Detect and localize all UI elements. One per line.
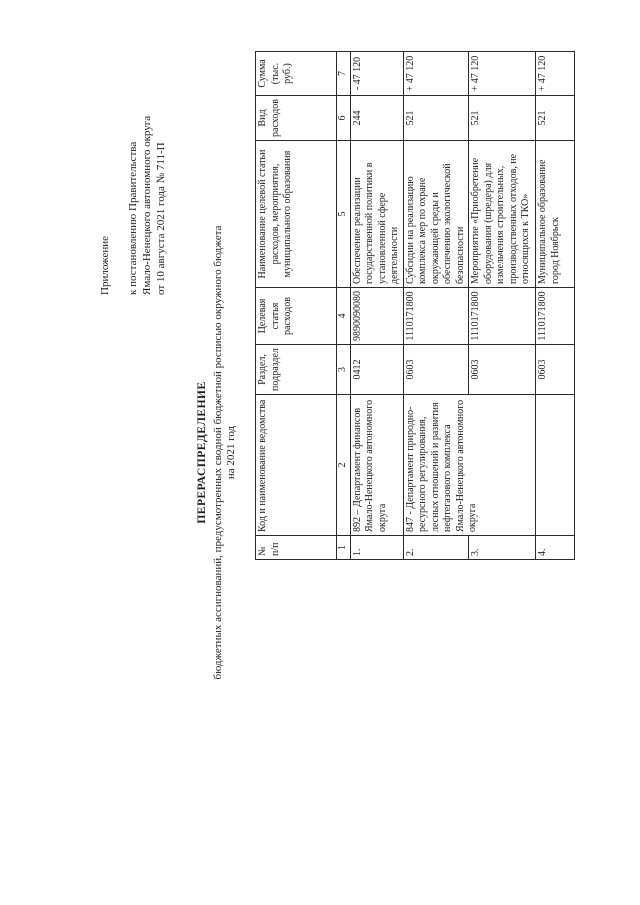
col-number: 6 xyxy=(337,96,351,141)
row-num: 3. xyxy=(469,536,536,560)
row-section: 0412 xyxy=(350,345,403,395)
row-dept: 847 - Департамент природно-ресурсного регулирования, лесных отношений и развития нефтегазового комплекса Ямало-Ненецкого автономного округа xyxy=(403,395,536,536)
row-target: 1110171800 xyxy=(536,288,575,345)
appendix-decree: к постановлению Правительства xyxy=(127,141,139,295)
subtitle-line-2: на 2021 год xyxy=(225,425,237,480)
row-kind: 521 xyxy=(403,96,469,141)
table-row xyxy=(350,52,403,560)
header-kind: Вид расходов xyxy=(256,96,337,141)
col-number: 7 xyxy=(337,52,351,96)
row-sum: + 47 120 xyxy=(536,52,575,96)
appendix-region: Ямало-Ненецкого автономного округа xyxy=(141,115,153,295)
header-sum: Сумма (тыс. руб.) xyxy=(256,52,337,96)
row-name: Обеспечение реализации государственной политики в установленной сфере деятельности xyxy=(350,141,403,288)
row-dept xyxy=(536,395,575,536)
col-number: 3 xyxy=(337,345,351,395)
appendix-block xyxy=(98,105,168,295)
col-number: 5 xyxy=(337,141,351,288)
header-section: Раздел, подраздел xyxy=(256,345,337,395)
row-num: 1. xyxy=(350,536,403,560)
row-dept: 892 – Департамент финансов Ямало-Ненецкого автономного округа xyxy=(350,395,403,536)
document-title: ПЕРЕРАСПРЕДЕЛЕНИЕ xyxy=(196,381,208,524)
row-sum: + 47 120 xyxy=(469,52,536,96)
column-number-row xyxy=(337,52,351,560)
subtitle-line-1: бюджетных ассигнований, предусмотренных сводной бюджетной росписью окружного бюджета xyxy=(212,225,224,680)
document-subtitle xyxy=(212,0,238,905)
row-section: 0603 xyxy=(403,345,469,395)
row-target: 9890090080 xyxy=(350,288,403,345)
row-kind: 521 xyxy=(536,96,575,141)
row-sum: + 47 120 xyxy=(403,52,469,96)
header-target: Целевая статья расходов xyxy=(256,288,337,345)
row-sum: - 47 120 xyxy=(350,52,403,96)
col-number: 4 xyxy=(337,288,351,345)
row-name: Мероприятие «Приобретение оборудования (шредера) для измельчения строительных, производственных отходов, не относящихся к ТКО» xyxy=(469,141,536,288)
header-num: № п/п xyxy=(256,536,337,560)
row-num: 2. xyxy=(403,536,469,560)
row-name: Субсидии на реализацию комплекса мер по охране окружающей среды и обеспечению экологической безопасности xyxy=(403,141,469,288)
appendix-label: Приложение xyxy=(99,235,111,295)
row-section: 0603 xyxy=(536,345,575,395)
row-target: 1110171800 xyxy=(469,288,536,345)
table-header-row xyxy=(256,52,337,560)
table-row xyxy=(536,52,575,560)
row-target: 1110171800 xyxy=(403,288,469,345)
row-kind: 244 xyxy=(350,96,403,141)
row-name: Муниципальное образование город Ноябрьск xyxy=(536,141,575,288)
col-number: 2 xyxy=(337,395,351,536)
row-section: 0603 xyxy=(469,345,536,395)
header-dept: Код и наименование ведомства xyxy=(256,395,337,536)
table-row xyxy=(403,52,469,560)
col-number: 1 xyxy=(337,536,351,560)
appendix-date: от 10 августа 2021 года № 711-П xyxy=(155,142,167,295)
row-kind: 521 xyxy=(469,96,536,141)
row-num: 4. xyxy=(536,536,575,560)
reallocation-table xyxy=(255,51,575,560)
header-name: Наименование целевой статьи расходов, мероприятия, муниципального образования xyxy=(256,141,337,288)
